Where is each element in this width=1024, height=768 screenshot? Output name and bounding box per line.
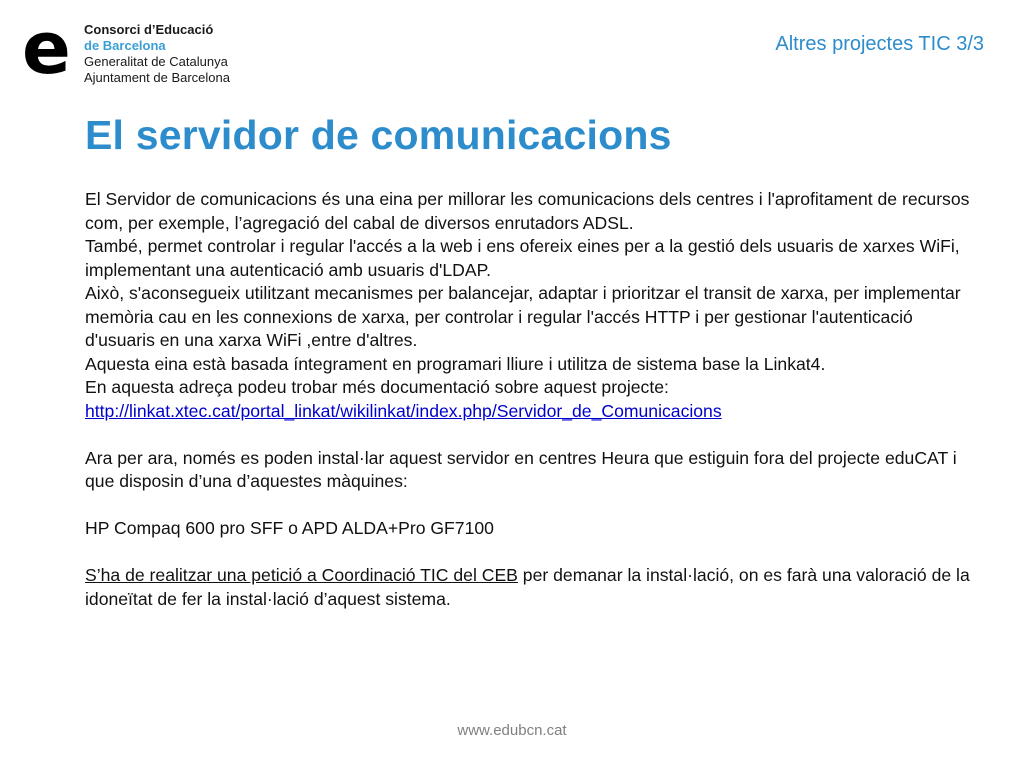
slide-title: El servidor de comunicacions: [85, 112, 672, 158]
paragraph-documentation: En aquesta adreça podeu trobar més documentació sobre aquest projecte:: [85, 377, 669, 397]
spacer: [85, 494, 985, 518]
paragraph-access-control: També, permet controlar i regular l'accés a la web i ens ofereix eines per a la gestió dels usuaris de xarxes WiFi, implementant una autenticació amb usuaris d'LDAP.: [85, 236, 960, 280]
paragraph-intro: El Servidor de comunicacions és una eina per millorar les comunicacions dels centres i l'aprofitament de recursos com, per exemple, l’agregació del cabal de diversos enrutadors ADSL.: [85, 189, 970, 233]
consorci-logo: [22, 6, 262, 90]
logo-line-4: Ajuntament de Barcelona: [84, 70, 230, 85]
logo-line-1: Consorci d’Educació: [84, 22, 214, 37]
paragraph-hardware: HP Compaq 600 pro SFF o APD ALDA+Pro GF7100: [85, 518, 494, 538]
paragraph-mechanisms: Això, s'aconsegueix utilitzant mecanismes per balancejar, adaptar i prioritzar el transit de xarxa, per implementar memòria cau en les connexions de xarxa, per controlar i regular l'accés HTTP i per gestionar l'autenticació d'usuaris en una xarxa WiFi ,entre d'altres.: [85, 283, 961, 350]
paragraph-eligibility: Ara per ara, només es poden instal·lar aquest servidor en centres Heura que estiguin fora del projecte eduCAT i que disposin d’una d’aquestes màquines:: [85, 447, 957, 491]
spacer: [85, 541, 985, 565]
logo-line-2: de Barcelona: [84, 38, 166, 53]
request-rest-text: per demanar la instal·lació, on es farà una valoració de la idoneïtat de fer la instal·lació d’aquest sistema.: [85, 565, 970, 609]
slide-section-tag: Altres projectes TIC 3/3: [775, 33, 984, 55]
paragraph-request: [85, 564, 985, 611]
logo-mark: e: [22, 6, 71, 90]
documentation-link-line: [85, 400, 985, 424]
slide-body: [85, 188, 985, 611]
spacer: [85, 423, 985, 447]
request-underlined-text: S’ha de realitzar una petició a Coordinació TIC del CEB: [85, 565, 518, 585]
logo-line-3: Generalitat de Catalunya: [84, 54, 228, 69]
footer-url: www.edubcn.cat: [457, 722, 567, 739]
paragraph-free-software: Aquesta eina està basada íntegrament en programari lliure i utilitza de sistema base la Linkat4.: [85, 353, 826, 374]
logo-text: [84, 22, 230, 86]
documentation-link[interactable]: http://linkat.xtec.cat/portal_linkat/wikilinkat/index.php/Servidor_de_Comunicacions: [85, 400, 722, 421]
